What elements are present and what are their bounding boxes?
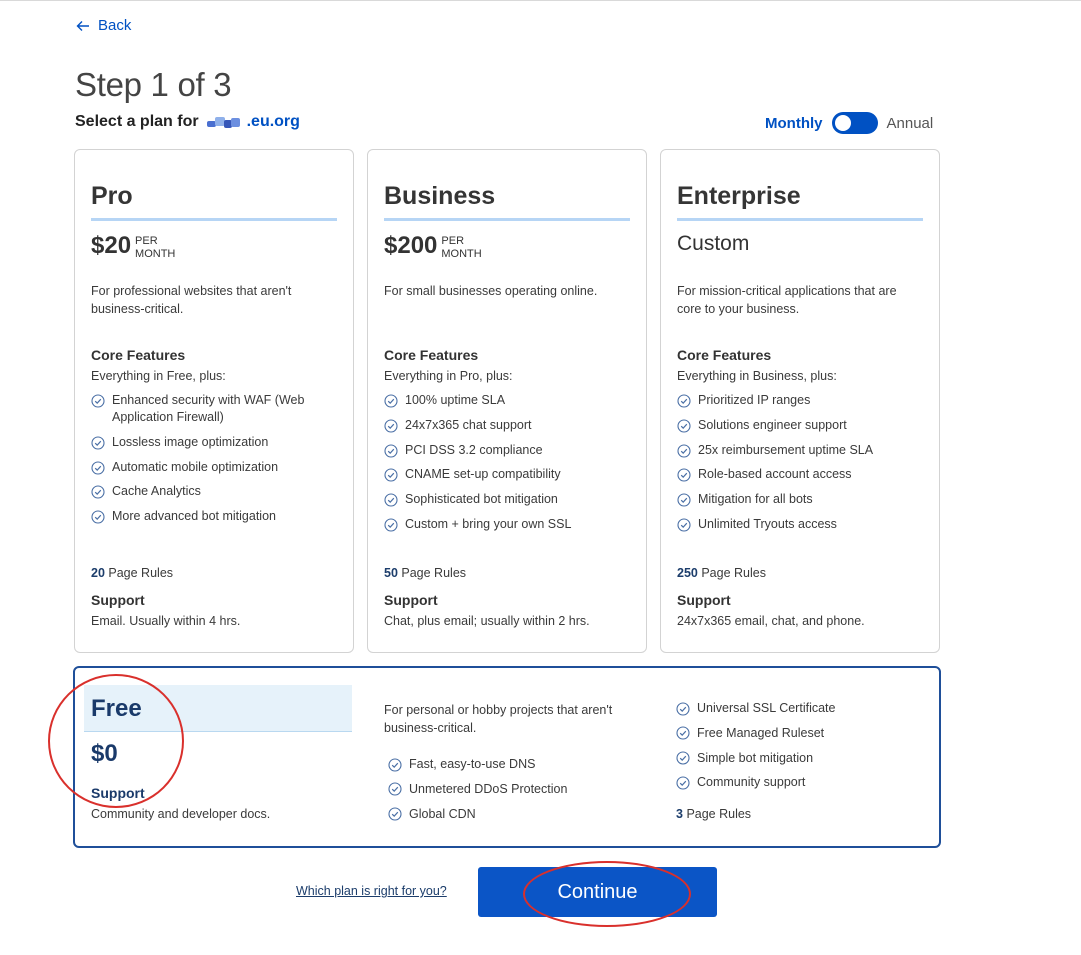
feature-text: Sophisticated bot mitigation bbox=[405, 492, 558, 507]
feature-text: Prioritized IP ranges bbox=[698, 393, 811, 407]
subtitle-prefix: Select a plan for bbox=[75, 113, 199, 130]
plan-name: Business bbox=[384, 182, 496, 210]
feature-item bbox=[384, 417, 630, 434]
plan-price bbox=[91, 232, 175, 261]
feature-text: Global CDN bbox=[409, 806, 476, 821]
feature-text: Community support bbox=[697, 775, 806, 790]
page-rules bbox=[677, 566, 766, 580]
feature-item bbox=[388, 806, 567, 823]
check-circle-icon bbox=[676, 702, 690, 716]
page-rules-count: 250 bbox=[677, 566, 698, 580]
feature-item bbox=[677, 392, 923, 409]
page-rules-count: 20 bbox=[91, 566, 105, 580]
price-per: PER bbox=[441, 235, 465, 247]
feature-text: More advanced bot mitigation bbox=[112, 509, 276, 524]
feature-item bbox=[388, 781, 567, 798]
feature-item bbox=[91, 434, 337, 451]
page-rules bbox=[676, 807, 751, 821]
feature-text: Lossless image optimization bbox=[112, 434, 269, 449]
monthly-label[interactable]: Monthly bbox=[765, 114, 823, 132]
check-circle-icon bbox=[676, 726, 690, 740]
feature-item bbox=[91, 483, 337, 500]
continue-button[interactable]: Continue bbox=[478, 867, 717, 917]
plan-card-enterprise[interactable] bbox=[660, 149, 940, 653]
feature-item bbox=[91, 459, 337, 476]
page-rules bbox=[91, 566, 173, 580]
plan-price-custom: Custom bbox=[677, 232, 750, 255]
feature-text: PCI DSS 3.2 compliance bbox=[405, 442, 543, 457]
support-text: Email. Usually within 4 hrs. bbox=[91, 614, 241, 628]
core-features-subtitle: Everything in Pro, plus: bbox=[384, 369, 513, 383]
core-features-title: Core Features bbox=[677, 347, 772, 363]
feature-text: Mitigation for all bots bbox=[698, 492, 813, 507]
plan-description: For personal or hobby projects that aren't business-critical. bbox=[384, 703, 613, 735]
which-plan-link[interactable]: Which plan is right for you? bbox=[296, 884, 447, 898]
toggle-knob bbox=[835, 115, 851, 131]
check-circle-icon bbox=[91, 394, 105, 408]
domain-suffix: .eu.org bbox=[246, 113, 300, 130]
feature-text: Unmetered DDoS Protection bbox=[409, 781, 568, 796]
check-circle-icon bbox=[91, 485, 105, 499]
check-circle-icon bbox=[384, 444, 398, 458]
feature-text: Free Managed Ruleset bbox=[697, 725, 825, 740]
feature-item bbox=[677, 442, 923, 459]
plan-card-pro[interactable] bbox=[74, 149, 354, 653]
back-label: Back bbox=[98, 17, 132, 34]
check-circle-icon bbox=[677, 493, 691, 507]
plan-name-underline bbox=[91, 218, 337, 221]
plan-name: Pro bbox=[91, 182, 133, 210]
check-circle-icon bbox=[384, 493, 398, 507]
feature-item bbox=[676, 725, 835, 742]
feature-list bbox=[388, 756, 567, 830]
check-circle-icon bbox=[384, 518, 398, 532]
price-month: MONTH bbox=[135, 248, 176, 260]
feature-item bbox=[384, 491, 630, 508]
price-amount: $0 bbox=[91, 740, 118, 767]
plan-name: Free bbox=[91, 695, 142, 722]
plan-name-underline bbox=[677, 218, 923, 221]
page-rules-count: 50 bbox=[384, 566, 398, 580]
billing-toggle[interactable] bbox=[832, 112, 878, 134]
feature-list bbox=[91, 392, 337, 533]
support-text: 24x7x365 email, chat, and phone. bbox=[677, 614, 865, 628]
page-rules-label: Page Rules bbox=[401, 566, 467, 580]
feature-text: Solutions engineer support bbox=[698, 417, 847, 432]
feature-item bbox=[677, 466, 923, 483]
feature-item bbox=[384, 516, 630, 533]
plan-subtitle bbox=[75, 113, 300, 131]
price-period bbox=[441, 235, 481, 261]
feature-text: Unlimited Tryouts access bbox=[698, 516, 837, 531]
feature-text: Custom + bring your own SSL bbox=[405, 516, 572, 531]
support-title: Support bbox=[91, 785, 145, 801]
feature-text: Role-based account access bbox=[698, 467, 852, 482]
price-amount: $20 bbox=[91, 232, 132, 259]
feature-item bbox=[384, 466, 630, 483]
feature-item bbox=[677, 491, 923, 508]
feature-text: Automatic mobile optimization bbox=[112, 459, 279, 474]
redacted-domain-graphic bbox=[205, 115, 241, 129]
check-circle-icon bbox=[388, 807, 402, 821]
feature-item bbox=[388, 756, 567, 773]
plan-card-free[interactable] bbox=[73, 666, 941, 848]
core-features-title: Core Features bbox=[384, 347, 479, 363]
price-amount: $200 bbox=[384, 232, 438, 259]
feature-list bbox=[676, 700, 835, 799]
check-circle-icon bbox=[384, 419, 398, 433]
support-title: Support bbox=[384, 592, 438, 608]
plan-description: For professional websites that aren't business-critical. bbox=[91, 284, 292, 316]
page-rules-label: Page Rules bbox=[686, 807, 752, 821]
feature-text: Simple bot mitigation bbox=[697, 750, 814, 765]
support-text: Community and developer docs. bbox=[91, 807, 271, 821]
check-circle-icon bbox=[676, 751, 690, 765]
core-features-subtitle: Everything in Free, plus: bbox=[91, 369, 226, 383]
feature-item bbox=[676, 700, 835, 717]
check-circle-icon bbox=[388, 758, 402, 772]
feature-item bbox=[677, 417, 923, 434]
feature-item bbox=[384, 392, 630, 409]
check-circle-icon bbox=[677, 394, 691, 408]
back-link[interactable] bbox=[76, 17, 131, 34]
plan-price bbox=[384, 232, 482, 261]
support-text: Chat, plus email; usually within 2 hrs. bbox=[384, 614, 590, 628]
core-features-subtitle: Everything in Business, plus: bbox=[677, 369, 837, 383]
page-title: Step 1 of 3 bbox=[75, 66, 232, 103]
feature-text: CNAME set-up compatibility bbox=[405, 467, 561, 482]
plan-description: For small businesses operating online. bbox=[384, 284, 598, 298]
feature-text: Enhanced security with WAF (Web Application Firewall) bbox=[112, 393, 305, 424]
feature-item bbox=[676, 750, 835, 767]
annual-label[interactable]: Annual bbox=[886, 114, 934, 132]
feature-text: Cache Analytics bbox=[112, 484, 201, 499]
check-circle-icon bbox=[91, 510, 105, 524]
check-circle-icon bbox=[91, 436, 105, 450]
price-per: PER bbox=[135, 235, 158, 247]
page-rules-label: Page Rules bbox=[108, 566, 174, 580]
feature-list bbox=[384, 392, 630, 541]
top-divider bbox=[0, 0, 1081, 1]
feature-list bbox=[677, 392, 923, 541]
billing-toggle-group bbox=[765, 112, 933, 134]
check-circle-icon bbox=[677, 518, 691, 532]
check-circle-icon bbox=[676, 776, 690, 790]
feature-item bbox=[676, 774, 835, 791]
check-circle-icon bbox=[91, 461, 105, 475]
price-month: MONTH bbox=[441, 248, 482, 260]
feature-item bbox=[384, 442, 630, 459]
feature-item bbox=[677, 516, 923, 533]
support-title: Support bbox=[91, 592, 145, 608]
feature-text: 24x7x365 chat support bbox=[405, 417, 532, 432]
check-circle-icon bbox=[384, 394, 398, 408]
arrow-left-icon bbox=[76, 19, 90, 33]
plan-name-underline bbox=[384, 218, 630, 221]
check-circle-icon bbox=[384, 468, 398, 482]
check-circle-icon bbox=[677, 444, 691, 458]
plan-card-business[interactable] bbox=[367, 149, 647, 653]
support-title: Support bbox=[677, 592, 731, 608]
check-circle-icon bbox=[677, 468, 691, 482]
core-features-title: Core Features bbox=[91, 347, 186, 363]
feature-text: Universal SSL Certificate bbox=[697, 701, 836, 715]
feature-text: Fast, easy-to-use DNS bbox=[409, 757, 536, 771]
page-rules-label: Page Rules bbox=[701, 566, 766, 580]
plan-name: Enterprise bbox=[677, 182, 801, 210]
feature-text: 25x reimbursement uptime SLA bbox=[698, 442, 874, 457]
feature-item bbox=[91, 392, 337, 426]
feature-item bbox=[91, 508, 337, 525]
plan-description: For mission-critical applications that are core to your business. bbox=[677, 284, 897, 316]
check-circle-icon bbox=[388, 782, 402, 796]
check-circle-icon bbox=[677, 419, 691, 433]
feature-text: 100% uptime SLA bbox=[405, 393, 506, 407]
page-rules bbox=[384, 566, 466, 580]
page-rules-count: 3 bbox=[676, 807, 683, 821]
price-period bbox=[135, 235, 175, 261]
